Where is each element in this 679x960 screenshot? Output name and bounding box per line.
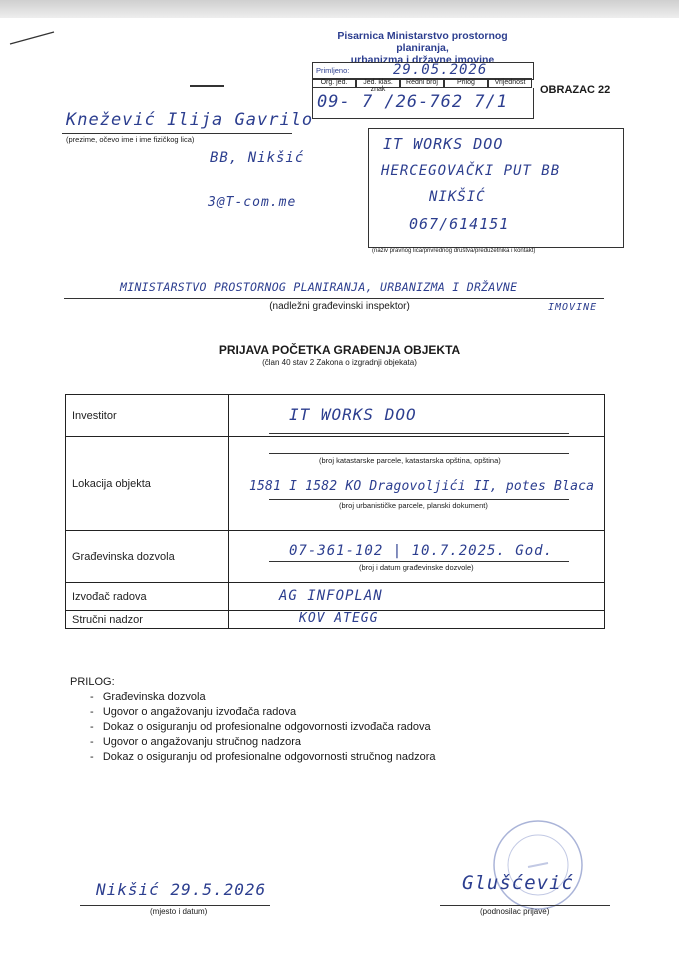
- table-row-supervision: [66, 611, 605, 629]
- stamp-received-label: Primljeno:: [316, 66, 350, 75]
- applicant-name-line: [62, 133, 292, 134]
- stamp-col-1: Jed. klas. znak: [356, 78, 400, 88]
- place-date: Nikšić 29.5.2026: [96, 880, 267, 899]
- attachments-heading: PRILOG:: [70, 676, 115, 688]
- signature: Glušćević: [462, 872, 574, 894]
- stamp-col-2: Redni broj: [400, 78, 444, 88]
- place-date-line: [80, 905, 270, 906]
- company-line2: HERCEGOVAČKI PUT BB: [381, 163, 561, 179]
- attachment-item: - Ugovor o angažovanju stručnog nadzora: [90, 736, 301, 748]
- inspector-line: [64, 298, 604, 299]
- contractor-label: Izvođač radova: [66, 583, 229, 611]
- table-row-investor: [66, 395, 605, 437]
- contractor-value: AG INFOPLAN: [279, 588, 383, 604]
- attachment-text: Građevinska dozvola: [102, 691, 206, 703]
- signature-line: [440, 905, 610, 906]
- stamp-received-date: 29.05.2026: [393, 62, 488, 78]
- attachment-item: - Dokaz o osiguranju od profesionalne odgovornosti stručnog nadzora: [90, 751, 436, 763]
- permit-label: Građevinska dozvola: [66, 531, 229, 583]
- attachment-item: - Ugovor o angažovanju izvođača radova: [90, 706, 297, 718]
- scan-top-edge: [0, 0, 679, 18]
- applicant-address: BB, Nikšić: [210, 150, 305, 166]
- location-line2: [269, 499, 569, 500]
- attachment-text: Dokaz o osiguranju od profesionalne odgovornosti stručnog nadzora: [102, 751, 436, 763]
- supervision-cell: [229, 611, 605, 629]
- table-row-location: [66, 437, 605, 531]
- location-label: Lokacija objekta: [66, 437, 229, 531]
- registry-stamp: [310, 30, 535, 66]
- table-row-permit: [66, 531, 605, 583]
- form-code: OBRAZAC 22: [540, 84, 611, 96]
- stamp-columns-row: [312, 78, 532, 93]
- signature-caption: (podnosilac prijave): [480, 907, 550, 916]
- stamp-col-4: Vrijednost: [488, 78, 532, 88]
- inspector-line1: MINISTARSTVO PROSTORNOG PLANIRANJA, URBANIZMA I DRŽAVNE: [120, 280, 518, 294]
- company-box: [368, 128, 624, 248]
- applicant-email: 3@T-com.me: [208, 195, 297, 210]
- investor-value: IT WORKS DOO: [289, 405, 417, 424]
- attachment-item: - Građevinska dozvola: [90, 691, 206, 703]
- attachment-text: Ugovor o angažovanju stručnog nadzora: [102, 736, 301, 748]
- company-caption: (naziv pravnog lica/privrednog društva/preduzetnika i kontakt): [372, 248, 536, 254]
- contractor-cell: [229, 583, 605, 611]
- pen-stroke-mark: [8, 28, 58, 48]
- location-caption1: (broj katastarske parcele, katastarska opština, opština): [319, 456, 501, 465]
- attachments: [70, 676, 436, 765]
- applicant-name: Knežević Ilija Gavrilo: [66, 110, 314, 130]
- table-row-contractor: [66, 583, 605, 611]
- document-title: PRIJAVA POČETKA GRAĐENJA OBJEKTA: [218, 343, 461, 357]
- application-table: [65, 394, 605, 629]
- document-subtitle: (član 40 stav 2 Zakona o izgradnji objekata): [262, 358, 417, 367]
- attachment-text: Dokaz o osiguranju od profesionalne odgovornosti izvođača radova: [102, 721, 431, 733]
- location-value: 1581 I 1582 KO Dragovoljići II, potes Blaca: [249, 479, 595, 494]
- investor-cell: [229, 395, 605, 437]
- stamp-title-line2: urbanizma i državne imovine: [350, 54, 495, 66]
- place-date-caption: (mjesto i datum): [150, 907, 208, 916]
- company-line1: IT WORKS DOO: [383, 135, 504, 153]
- location-cell: [229, 437, 605, 531]
- company-line4: 067/614151: [409, 215, 510, 233]
- supervision-value: KOV ATEGG: [299, 611, 379, 626]
- stamp-number: 09- 7 /26-762 7/1: [317, 92, 508, 112]
- supervision-label: Stručni nadzor: [66, 611, 229, 629]
- inspector-caption: (nadležni građevinski inspektor): [269, 301, 410, 312]
- stamp-title-line1: Pisarnica Ministarstvo prostornog planiranja,: [337, 30, 508, 54]
- permit-caption: (broj i datum građevinske dozvole): [359, 563, 474, 572]
- permit-value-line: [269, 561, 569, 562]
- inspector-line2: IMOVINE: [548, 302, 598, 313]
- pen-dash-mark: [188, 82, 228, 90]
- location-caption2: (broj urbanističke parcele, planski dokument): [339, 501, 488, 510]
- round-seal: [488, 815, 588, 915]
- attachment-text: Ugovor o angažovanju izvođača radova: [102, 706, 297, 718]
- company-line3: NIKŠIĆ: [429, 189, 486, 205]
- stamp-col-0: Org. jed.: [312, 78, 356, 88]
- applicant-name-caption: (prezime, očevo ime i ime fizičkog lica): [66, 135, 195, 144]
- investor-label: Investitor: [66, 395, 229, 437]
- investor-value-line: [269, 433, 569, 434]
- stamp-number-box: [312, 88, 534, 119]
- stamp-col-3: Prilog: [444, 78, 488, 88]
- permit-value: 07-361-102 | 10.7.2025. God.: [289, 543, 554, 559]
- attachment-item: - Dokaz o osiguranju od profesionalne odgovornosti izvođača radova: [90, 721, 431, 733]
- location-line1: [269, 453, 569, 454]
- permit-cell: [229, 531, 605, 583]
